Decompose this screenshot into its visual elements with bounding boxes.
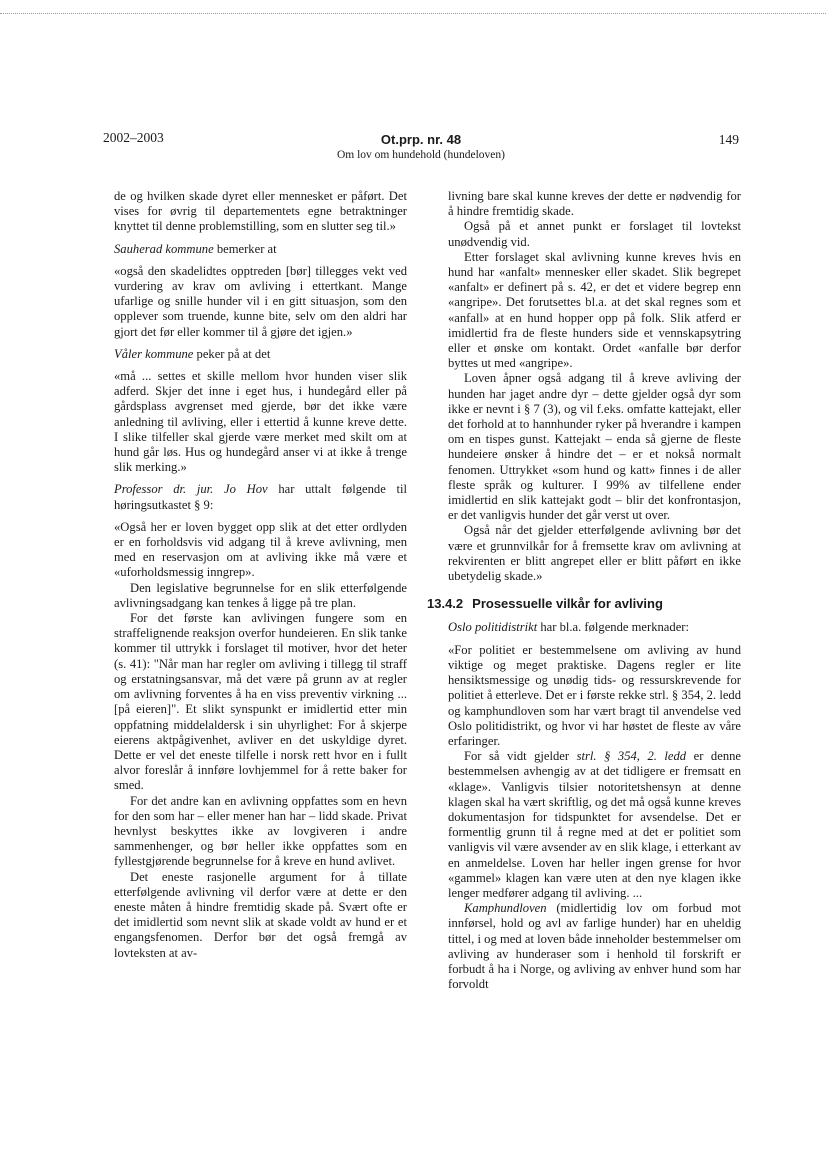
- document-title: Ot.prp. nr. 48: [380, 132, 462, 147]
- paragraph: For det første kan avlivingen fungere som en straffelignende reaksjon overfor hundeieren. En slik tanke kommer til uttrykk i forslaget til motiver, hvor det heter (s. 41): "Når man har regler om avliving i tillegg til straff og erstatningsansvar, må det være på grunn av at regler om avlivning forventes å ha en viss preventiv virkning ... [på eieren]". Et slikt synspunkt er imidlertid etter min oppfatning middelaldersk i sin uhyrlighet: For å skjerpe eierens aktpågivenhet, avliver en det uskyldige dyret. Dette er vel det eneste tilfelle i norsk rett hvor en i fullt alvor foreslår å innføre lovhjemmel for å rette baker for smed.: [114, 611, 407, 793]
- statute-name: Kamphundloven: [464, 901, 547, 916]
- paragraph-text: (midlertidig lov om forbud mot innførsel, hold og avl av farlige hunder) har en uheldig tittel, i og med at loven både inneholder bestemmelser om avliving av hunderaser som i henhold til forskrift er forbudt å ha i Norge, og avliving av enhver hund som har forvoldt: [448, 901, 741, 992]
- paragraph: Det eneste rasjonelle argument for å tillate etterfølgende avlivning vil derfor være at dette er den eneste måten å hindre fremtidig skade på. Svært ofte er det imidlertid som nevnt slik at skade voldt av hund er et engangsfenomen. Derfor bør det også fremgå av lovteksten at av-: [114, 869, 407, 960]
- paragraph: livning bare skal kunne kreves der dette er nødvendig for å hindre fremtidig skade.: [448, 189, 741, 219]
- paragraph-text: peker på at det: [193, 346, 271, 361]
- paragraph-text: bemerker at: [213, 241, 277, 256]
- source-name: Våler kommune: [114, 346, 194, 361]
- left-column: [114, 189, 407, 961]
- paragraph: Også på et annet punkt er forslaget til lovtekst unødvendig vid.: [448, 219, 741, 249]
- source-name: Professor dr. jur. Jo Hov: [114, 482, 268, 497]
- scan-edge-line: [0, 13, 826, 15]
- paragraph: [114, 347, 407, 362]
- right-column: [427, 189, 741, 992]
- quotation: «må ... settes et skille mellom hvor hunden viser slik adferd. Skjer det inne i eget hus, i hundegård eller på gårdsplass avgrenset med gjerde, bør det ikke være anledning til avliving, eller i ettertid å kunne kreve dette. I slike tilfeller skal gjerde være merket med skilt om at hund går løs. Hus og hundegård anser vi at ikke å trenge slik merking.»: [114, 369, 407, 475]
- header-center: [103, 132, 739, 161]
- paragraph: [114, 482, 407, 512]
- header-year: 2002–2003: [103, 130, 164, 145]
- quotation: «Også her er loven bygget opp slik at det etter ordlyden er en forholdsvis vid adgang til å kreve avlivning, men med en reservasjon om at avliving ikke må være et «uforholdsmessig inngrep».: [114, 519, 407, 580]
- section-heading: [427, 596, 741, 611]
- paragraph: [448, 620, 741, 635]
- paragraph: Etter forslaget skal avlivning kunne kreves hvis en hund har «anfalt» mennesker eller skadet. Slik begrepet «anfalt» er definert på s. 42, er det et videre begrep enn «angripe». Det forutsettes bl.a. at det skal regnes som et «anfall» at en hund hopper opp på folk. Slik atferd er imidlertid fra de fleste hunders side et vennskapsytring eller et ønske om kontakt. Ordet «anfalle bør derfor byttes ut med «angripe».: [448, 249, 741, 371]
- paragraph: Den legislative begrunnelse for en slik etterfølgende avlivningsadgang kan tenkes å ligge på tre plan.: [114, 580, 407, 610]
- section-title: Prosessuelle vilkår for avliving: [472, 596, 663, 612]
- source-name: Sauherad kommune: [114, 241, 214, 256]
- source-name: Oslo politidistrikt: [448, 620, 538, 635]
- paragraph-text: For så vidt gjelder: [464, 749, 577, 764]
- quotation: «også den skadelidtes opptreden [bør] tillegges vekt ved vurdering av krav om avliving i ettertkant. Mange ufarlige og snille hunder vil i en gitt situasjon, som den opplever som truende, kunne bite, selv om den aldri har gjort det før eller kommer til å gjøre det igjen.»: [114, 263, 407, 339]
- paragraph: de og hvilken skade dyret eller mennesket er påført. Det vises for øvrig til departementets egne betraktninger knyttet til denne problemstilling, som en slutter seg til.»: [114, 189, 407, 234]
- section-number: 13.4.2: [427, 596, 464, 612]
- quotation: «For politiet er bestemmelsene om avliving av hund viktige og meget praktiske. Dagens regler er lite hensiktsmessige og unødig tids- og ressurskrevende for politiet å etterleve. Det er i første rekke strl. § 354, 2. ledd og kamphundloven som har vært bragt til anvendelse ved Oslo politidistrikt, og hvor vi har høstet de fleste av våre erfaringer.: [448, 642, 741, 748]
- paragraph: For det andre kan en avlivning oppfattes som en hevn for den som har – eller mener han har – lidd skade. Privat hevnlyst beskyttes ikke av lovgiveren i andre sammenhenger, og bør heller ikke oppfattes som en fyllestgjørende begrunnelse for å kreve en hund avlivet.: [114, 793, 407, 869]
- paragraph: Loven åpner også adgang til å kreve avliving der hunden har jaget andre dyr – dette gjelder også dyr som ikke er nevnt i § 7 (3), og vil f.eks. omfatte kattejakt, eller det forhold at to hannhunder ryker på hverandre i kampen om en tispes gunst. Kattejakt – enda så gjerne de fleste hundeiere ønsker å hindre det – er et nokså normalt fenomen. Uttrykket «som hund og katt» finnes i de aller fleste språk og kulturer. I 99% av tilfellene ender imidlertid en slik kattejakt godt – blir det konfrontasjon, er det vanligvis hunder det går verst ut over.: [448, 371, 741, 523]
- paragraph-text: har uttalt følgende til høringsutkastet § 9:: [114, 482, 407, 512]
- statute-reference: strl. § 354, 2. ledd: [576, 749, 687, 764]
- paragraph: Også når det gjelder etterfølgende avlivning bør det være et grunnvilkår for å fremsette krav om avlivning at rekvirenten er blitt angrepet eller er blitt påført en ikke ubetydelig skade.»: [448, 523, 741, 584]
- paragraph: [448, 901, 741, 992]
- paragraph-text: er denne bestemmelsen avhengig av at det tidligere er fremsatt en «klage». Vanligvis tilsier notoritetshensyn at denne klagen skal ha vært skriftlig, og det må også kunne kreves dokumentasjon for tidspunktet for avsendelse. Det er formentlig grunn til å regne med at det er politiet som vanligvis vil være avsender av en slik klage, i etterkant av en anmeldelse. Loven har heller ingen grense for hvor «gammel» klagen kan være uten at den nye klagen ikke lenger medfører adgang til avliving. ...: [448, 749, 741, 900]
- paragraph: [448, 749, 741, 901]
- page-number: 149: [718, 132, 739, 147]
- paragraph: [114, 242, 407, 257]
- document-subtitle: Om lov om hundehold (hundeloven): [336, 149, 505, 161]
- paragraph-text: har bl.a. følgende merknader:: [537, 620, 689, 635]
